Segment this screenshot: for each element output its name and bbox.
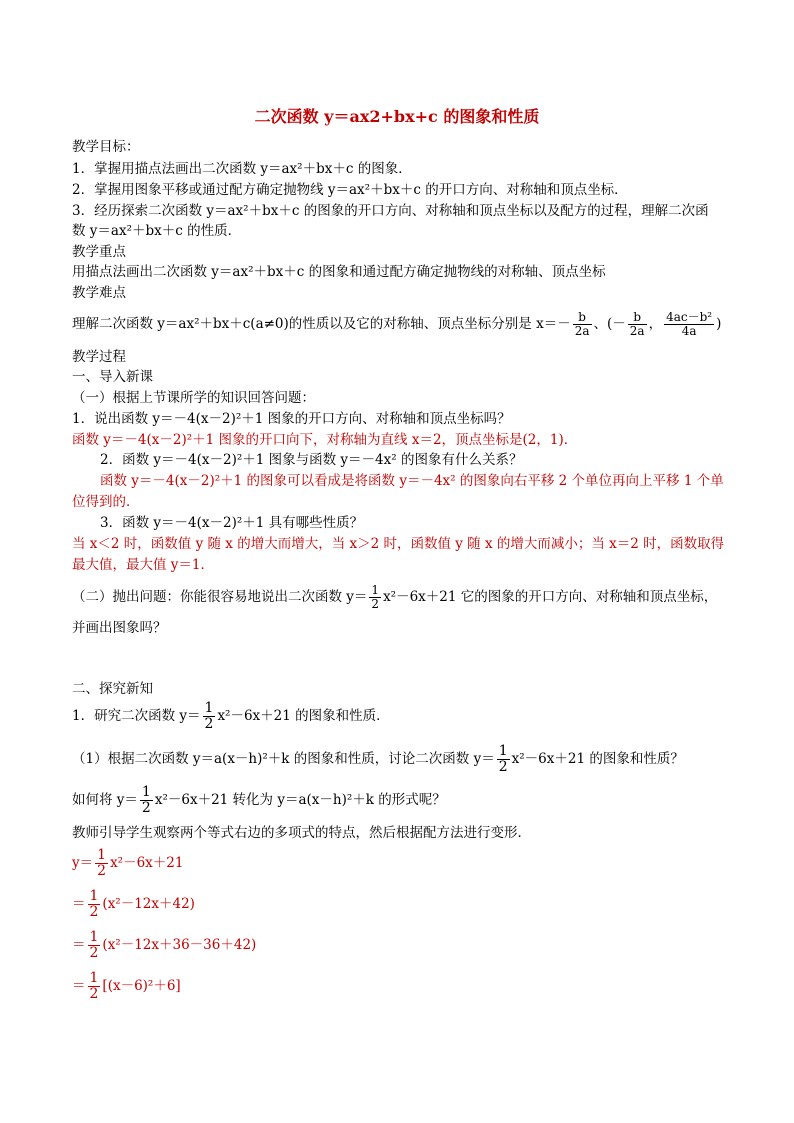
research-3-post: x²－6x＋21 转化为 y＝a(x－h)²＋k 的形式呢？: [154, 792, 446, 808]
fraction-denominator: 2a: [574, 324, 590, 338]
goal-3-line2: 数 y＝ax²＋bx＋c 的性质．: [72, 223, 242, 239]
fraction: [88, 971, 101, 1003]
challenge-post: x²－6x＋21 它的图象的开口方向、对称轴和顶点坐标，: [383, 589, 718, 605]
difficulty-post: ): [716, 316, 722, 332]
difficulty-comma: ，: [648, 316, 663, 332]
answer-1: 函数 y＝－4(x－2)²＋1 图象的开口向下，对称轴为直线 x＝2，顶点坐标是(2，1)．: [72, 432, 578, 448]
fraction: [369, 584, 381, 611]
goals-heading: 教学目标：: [72, 139, 140, 155]
fraction: [497, 744, 510, 776]
section-1a: （一）根据上节课所学的知识回答问题：: [72, 390, 315, 406]
question-challenge: [72, 579, 717, 615]
fraction-denominator: 4a: [681, 324, 697, 338]
fraction-numerator: 1: [89, 969, 99, 986]
difficulty-heading: 教学难点: [72, 285, 126, 301]
fraction-numerator: 1: [89, 887, 99, 904]
goal-3-line1: 3．经历探索二次函数 y＝ax²＋bx＋c 的图象的开口方向、对称轴和顶点坐标以及配方的过程，理解二次函: [72, 203, 709, 219]
fraction: [140, 785, 153, 817]
challenge-pre: （二）抛出问题：你能很容易地说出二次函数 y＝: [72, 589, 368, 605]
fraction-numerator: b: [573, 311, 592, 325]
fraction-numerator: b: [628, 311, 647, 325]
research-1-post: x²－6x＋21 的图象和性质．: [217, 708, 390, 724]
fraction-denominator: 2: [498, 759, 508, 775]
answer-3-line2: 最大值，最大值 y＝1．: [72, 557, 215, 573]
fraction-numerator: 4ac－b²: [666, 309, 713, 324]
eq-pre: ＝: [72, 937, 86, 953]
equation-step-4: [72, 968, 181, 1004]
research-1: [72, 698, 390, 734]
research-2: [72, 741, 684, 777]
teacher-guide: 教师引导学生观察两个等式右边的多项式的特点，然后根据配方法进行变形．: [72, 825, 531, 841]
fraction-denominator: 2: [89, 904, 99, 920]
fraction-numerator: 1: [141, 783, 151, 800]
answer-3-line1: 当 x＜2 时，函数值 y 随 x 的增大而增大，当 x＞2 时，函数值 y 随 x 的增大而减小；当 x＝2 时，函数取得: [72, 536, 725, 552]
question-2: 2．函数 y＝－4(x－2)²＋1 图象与函数 y＝－4x² 的图象有什么关系？: [100, 452, 523, 468]
page-title: 二次函数 y＝ax2+bx+c 的图象和性质: [254, 107, 540, 126]
key-heading: 教学重点: [72, 244, 126, 260]
fraction-denominator: 2: [89, 986, 99, 1002]
challenge-line2: 并画出图象吗？: [72, 620, 167, 636]
fraction-numerator: 1: [89, 928, 99, 945]
equation-step-1: [72, 845, 183, 881]
fraction-denominator: 2: [371, 597, 380, 611]
answer-2-line2: 位得到的．: [72, 494, 140, 510]
eq-post: (x²－12x＋42): [102, 896, 195, 912]
fraction: [573, 311, 592, 338]
eq-pre: ＝: [72, 896, 86, 912]
fraction-numerator: 1: [97, 846, 107, 863]
research-2-post: x²－6x＋21 的图象和性质？: [511, 751, 684, 767]
section-1-heading: 一、导入新课: [72, 369, 153, 385]
goal-2: 2．掌握用图象平移或通过配方确定抛物线 y＝ax²＋bx＋c 的开口方向、对称轴和顶点坐标．: [72, 182, 628, 198]
difficulty-text: [72, 306, 721, 342]
difficulty-mid: 、(－: [593, 316, 626, 332]
fraction: [88, 889, 101, 921]
equation-step-3: [72, 927, 256, 963]
fraction: [95, 848, 108, 880]
eq-pre: ＝: [72, 978, 86, 994]
answer-2-line1: 函数 y＝－4(x－2)²＋1 的图象可以看成是将函数 y＝－4x² 的图象向右平移 2 个单位再向上平移 1 个单: [100, 473, 724, 489]
fraction-denominator: 2: [141, 800, 151, 816]
fraction: [628, 311, 647, 338]
fraction-numerator: 1: [204, 699, 214, 716]
fraction: [664, 311, 714, 338]
key-text: 用描点法画出二次函数 y＝ax²＋bx＋c 的图象和通过配方确定抛物线的对称轴、顶点坐标: [72, 264, 606, 280]
fraction-denominator: 2: [89, 945, 99, 961]
process-heading: 教学过程: [72, 349, 126, 365]
fraction-denominator: 2: [97, 863, 107, 879]
research-2-pre: （1）根据二次函数 y＝a(x－h)²＋k 的图象和性质，讨论二次函数 y＝: [72, 751, 495, 767]
fraction-numerator: 1: [498, 742, 508, 759]
question-3: 3．函数 y＝－4(x－2)²＋1 具有哪些性质？: [100, 515, 364, 531]
goal-1: 1．掌握用描点法画出二次函数 y＝ax²＋bx＋c 的图象．: [72, 161, 412, 177]
fraction-denominator: 2a: [629, 324, 645, 338]
fraction-denominator: 2: [204, 716, 214, 732]
section-2-heading: 二、探究新知: [72, 681, 153, 697]
fraction: [88, 930, 101, 962]
fraction-numerator: 1: [371, 582, 380, 597]
eq-pre: y＝: [72, 855, 94, 871]
eq-post: [(x－6)²＋6]: [102, 978, 181, 994]
question-1: 1．说出函数 y＝－4(x－2)²＋1 图象的开口方向、对称轴和顶点坐标吗？: [72, 411, 511, 427]
eq-post: x²－6x＋21: [110, 855, 184, 871]
difficulty-pre: 理解二次函数 y＝ax²＋bx＋c(a≠0)的性质以及它的对称轴、顶点坐标分别是 x＝－: [72, 316, 571, 332]
research-1-pre: 1．研究二次函数 y＝: [72, 708, 201, 724]
equation-step-2: [72, 886, 195, 922]
research-3-pre: 如何将 y＝: [72, 792, 138, 808]
eq-post: (x²－12x＋36－36＋42): [102, 937, 257, 953]
research-3: [72, 782, 446, 818]
fraction: [203, 701, 216, 733]
